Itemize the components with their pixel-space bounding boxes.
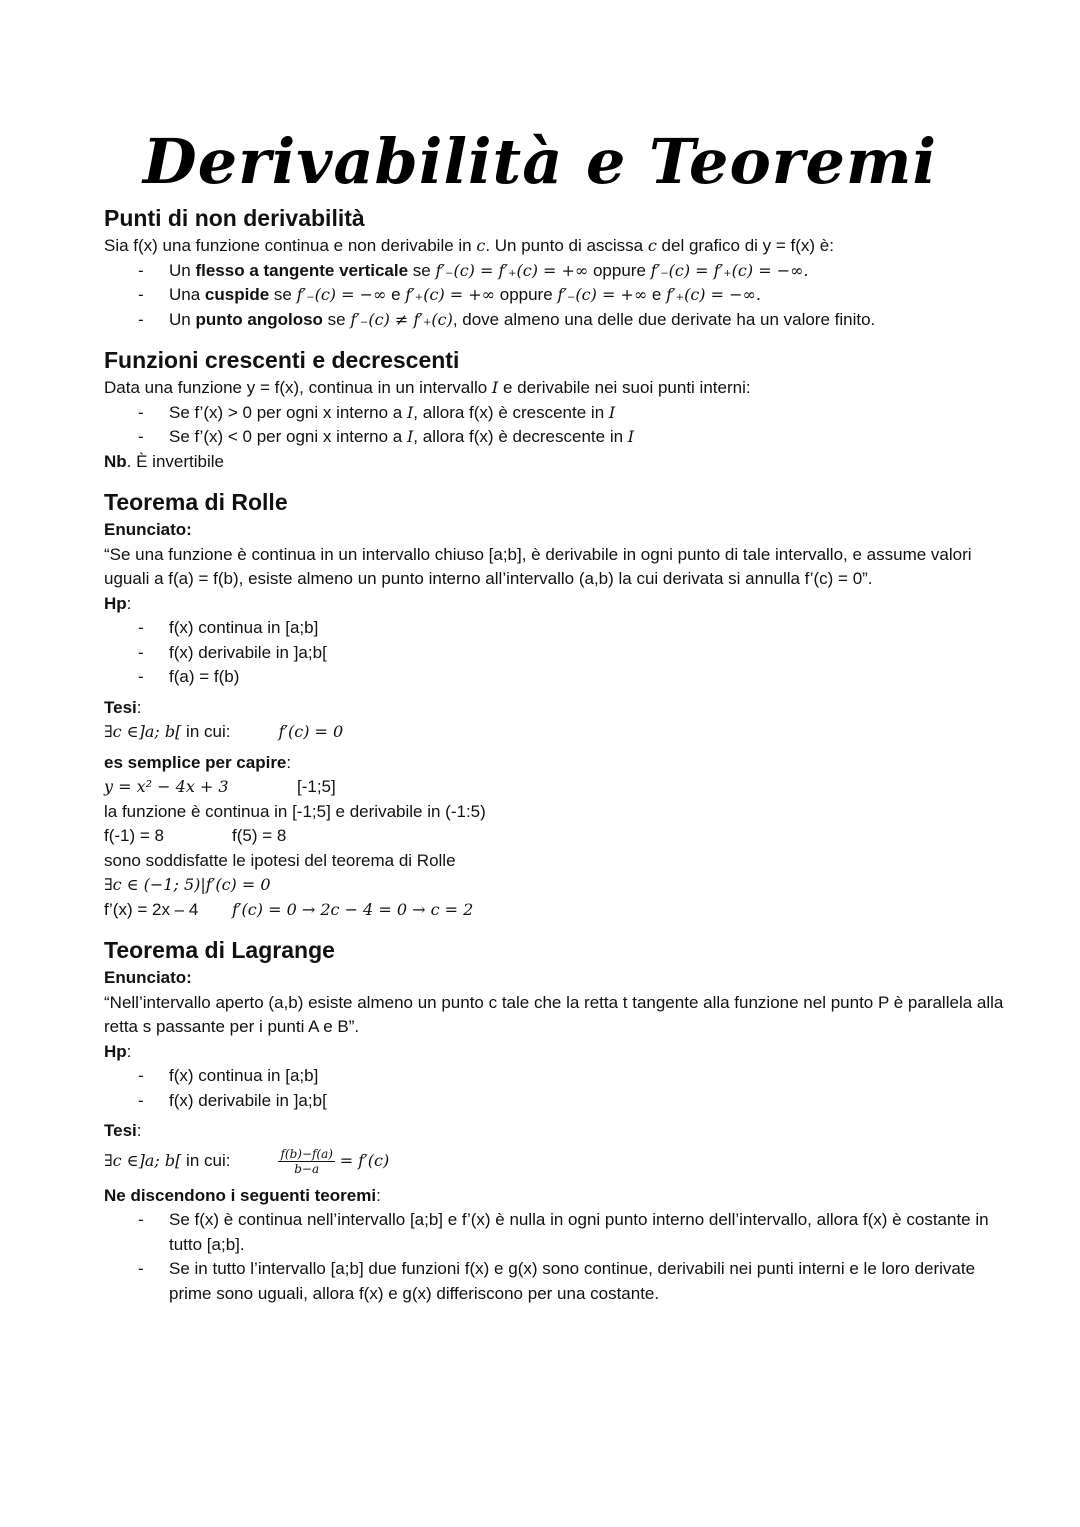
section-non-derivability bbox=[104, 202, 1004, 332]
statement-label: Enunciato: bbox=[104, 968, 192, 987]
section-intro: Sia f(x) una funzione continua e non derivabile in c. Un punto di ascissa c del grafico di y = f(x) è: bbox=[104, 236, 834, 255]
section-rolle-theorem bbox=[104, 486, 1004, 922]
list-item: - f(x) derivabile in ]a;b[ bbox=[104, 641, 1004, 666]
list-item: - Se in tutto l’intervallo [a;b] due funzioni f(x) e g(x) sono continue, derivabili nei punti interni e le loro derivate prime sono uguali, allora f(x) e g(x) differiscono per una costante. bbox=[104, 1257, 1004, 1306]
section-heading: Teorema di Lagrange bbox=[104, 937, 335, 963]
example-exists: ∃c ∈ (−1; 5)|f′(c) = 0 bbox=[104, 875, 271, 894]
hypothesis-label: Hp: bbox=[104, 1041, 132, 1061]
list-item: - f(x) derivabile in ]a;b[ bbox=[104, 1089, 1004, 1114]
fraction: $\frac{f(b)-f(a)}{b-a}$ bbox=[280, 1146, 333, 1176]
list-item: - Se f’(x) > 0 per ogni x interno a I, allora f(x) è crescente in I bbox=[104, 401, 1004, 426]
note: Nb. È invertibile bbox=[104, 451, 224, 471]
corollaries-label: Ne discendono i seguenti teoremi: bbox=[104, 1185, 381, 1205]
example-label: es semplice per capire: bbox=[104, 752, 292, 772]
example-text: la funzione è continua in [-1;5] e derivabile in (-1:5) bbox=[104, 801, 486, 821]
section-heading: Teorema di Rolle bbox=[104, 489, 288, 515]
section-lagrange-theorem bbox=[104, 934, 1004, 1306]
page-title: Derivabilità e Teoremi bbox=[142, 125, 938, 198]
example-function: y = x² − 4x + 3 [-1;5] bbox=[104, 777, 336, 796]
list-item: - Un flesso a tangente verticale se f′₋(c) = f′₊(c) = +∞ oppure f′₋(c) = f′₊(c) = −∞. bbox=[104, 259, 1004, 284]
statement-label: Enunciato: bbox=[104, 520, 192, 539]
list-item: - Se f(x) è continua nell’intervallo [a;b] e f’(x) è nulla in ogni punto interno dell’intervallo, allora f(x) è costante in tutto [a;b]. bbox=[104, 1208, 1004, 1257]
example-values: f(-1) = 8 f(5) = 8 bbox=[104, 826, 287, 845]
list-item: - Se f’(x) < 0 per ogni x interno a I, allora f(x) è decrescente in I bbox=[104, 425, 1004, 450]
section-intro: Data una funzione y = f(x), continua in un intervallo I e derivabile nei suoi punti interni: bbox=[104, 378, 751, 397]
list-item: - f(a) = f(b) bbox=[104, 665, 1004, 690]
hypothesis-label: Hp: bbox=[104, 593, 132, 613]
thesis-label: Tesi: bbox=[104, 1121, 142, 1140]
section-heading: Punti di non derivabilità bbox=[104, 205, 365, 231]
list-item: - f(x) continua in [a;b] bbox=[104, 1064, 1004, 1089]
document-body bbox=[104, 202, 1004, 1306]
list-item: - Una cuspide se f′₋(c) = −∞ e f′₊(c) = +∞ oppure f′₋(c) = +∞ e f′₊(c) = −∞. bbox=[104, 283, 1004, 308]
list-item: - f(x) continua in [a;b] bbox=[104, 616, 1004, 641]
section-heading: Funzioni crescenti e decrescenti bbox=[104, 347, 460, 373]
theorem-statement: “Se una funzione è continua in un intervallo chiuso [a;b], è derivabile in ogni punto di tale intervallo, e assume valori uguali a f(a) = f(b), esiste almeno un punto interno all’intervallo (a,b) la cui derivata si annulla f’(c) = 0”. bbox=[104, 544, 972, 588]
section-monotonic-functions bbox=[104, 344, 1004, 474]
example-derivative: f’(x) = 2x – 4 f′(c) = 0 → 2c − 4 = 0 → c = 2 bbox=[104, 899, 474, 919]
thesis-label: Tesi: bbox=[104, 697, 142, 717]
theorem-statement: “Nell’intervallo aperto (a,b) esiste almeno un punto c tale che la retta t tangente alla funzione nel punto P è parallela alla retta s passante per i punti A e B”. bbox=[104, 992, 1004, 1036]
example-text: sono soddisfatte le ipotesi del teorema di Rolle bbox=[104, 850, 456, 870]
thesis-formula: ∃c ∈]a; b[ in cui: $\frac{f(b)-f(a)}{b-a}$ = f′(c) bbox=[104, 1146, 390, 1176]
thesis-formula: ∃c ∈]a; b[ in cui: f′(c) = 0 bbox=[104, 722, 344, 741]
list-item: - Un punto angoloso se f′₋(c) ≠ f′₊(c), dove almeno una delle due derivate ha un valore finito. bbox=[104, 308, 1004, 333]
